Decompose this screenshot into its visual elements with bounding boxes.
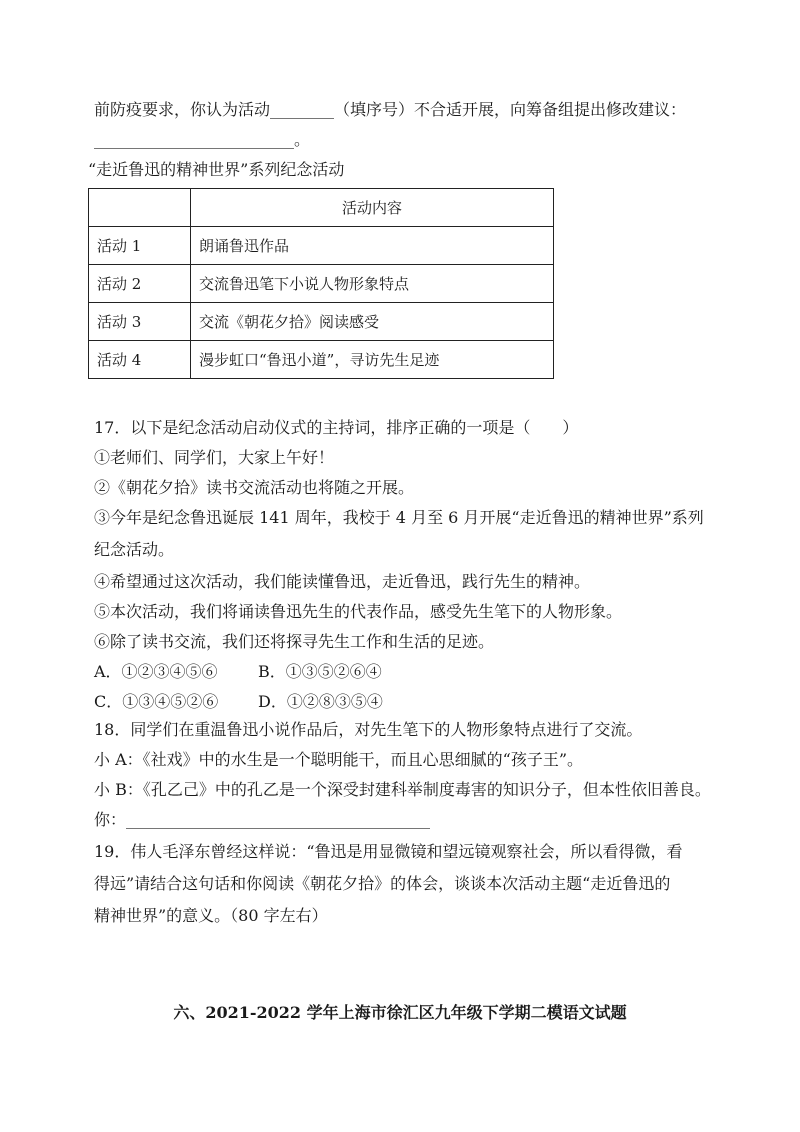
q17-option-c[interactable]: C．①③④⑤②⑥ xyxy=(94,692,219,711)
fill-in-line-1 xyxy=(94,100,686,120)
activity-content: 朗诵鲁迅作品 xyxy=(191,227,554,265)
q18-student-b: 小 B：《孔乙己》中的孔乙是一个深受封建科举制度毒害的知识分子，但本性依旧善良。 xyxy=(94,780,711,799)
line2-end: 。 xyxy=(294,130,311,149)
activity-table xyxy=(88,188,554,379)
q18-student-a: 小 A：《社戏》中的水生是一个聪明能干，而且心思细腻的“孩子王”。 xyxy=(94,750,584,769)
q18-you-label: 你： xyxy=(94,810,127,829)
activity-content: 漫步虹口“鲁迅小道”，寻访先生足迹 xyxy=(191,341,554,379)
table-header-content: 活动内容 xyxy=(191,189,554,227)
q17-item-4: ④希望通过这次活动，我们能读懂鲁迅，走近鲁迅，践行先生的精神。 xyxy=(94,572,591,591)
section-title: 六、2021-2022 学年上海市徐汇区九年级下学期二模语文试题 xyxy=(173,1003,627,1022)
table-row xyxy=(89,227,554,265)
table-caption: “走近鲁迅的精神世界”系列纪念活动 xyxy=(88,160,345,179)
q17-item-3: ③今年是纪念鲁迅诞辰 141 周年，我校于 4 月至 6 月开展“走近鲁迅的精神世界”系列 xyxy=(94,508,704,527)
line1-prefix: 前防疫要求，你认为活动 xyxy=(94,100,271,119)
activity-number-blank[interactable]: ________ xyxy=(270,100,335,119)
q17-option-d[interactable]: D．①②⑧③⑤④ xyxy=(258,692,383,711)
q17-item-2: ②《朝花夕拾》读书交流活动也将随之开展。 xyxy=(94,478,415,497)
q18-answer-blank[interactable]: ______________________________________ xyxy=(126,810,431,829)
activity-name: 活动 2 xyxy=(89,265,191,303)
q17-stem: 17．以下是纪念活动启动仪式的主持词，排序正确的一项是（ ） xyxy=(94,418,579,437)
fill-in-line-2 xyxy=(94,130,310,150)
q17-item-3-cont: 纪念活动。 xyxy=(94,540,175,559)
q19-line-1: 19．伟人毛泽东曾经这样说：“鲁迅是用显微镜和望远镜观察社会，所以看得微，看 xyxy=(94,842,683,861)
q19-line-2: 得远”请结合这句话和你阅读《朝花夕拾》的体会，谈谈本次活动主题“走近鲁迅的 xyxy=(94,874,671,893)
activity-content: 交流《朝花夕拾》阅读感受 xyxy=(191,303,554,341)
activity-name: 活动 1 xyxy=(89,227,191,265)
q17-item-5: ⑤本次活动，我们将诵读鲁迅先生的代表作品，感受先生笔下的人物形象。 xyxy=(94,602,623,621)
table-row xyxy=(89,303,554,341)
table-header-empty xyxy=(89,189,191,227)
line1-suffix: （填序号）不合适开展，向筹备组提出修改建议： xyxy=(334,100,687,119)
q18-stem: 18．同学们在重温鲁迅小说作品后，对先生笔下的人物形象特点进行了交流。 xyxy=(94,720,643,739)
table-header-row xyxy=(89,189,554,227)
q17-option-b[interactable]: B．①③⑤②⑥④ xyxy=(258,662,382,681)
q19-line-3: 精神世界”的意义。（80 字左右） xyxy=(94,906,328,925)
q17-item-6: ⑥除了读书交流，我们还将探寻先生工作和生活的足迹。 xyxy=(94,632,495,651)
q18-you-line xyxy=(94,810,430,830)
suggestion-blank[interactable]: _________________________ xyxy=(94,130,294,149)
table-row xyxy=(89,265,554,303)
q17-item-1: ①老师们、同学们，大家上午好！ xyxy=(94,448,335,467)
table-row xyxy=(89,341,554,379)
q17-option-a[interactable]: A．①②③④⑤⑥ xyxy=(94,662,218,681)
activity-name: 活动 3 xyxy=(89,303,191,341)
activity-content: 交流鲁迅笔下小说人物形象特点 xyxy=(191,265,554,303)
activity-name: 活动 4 xyxy=(89,341,191,379)
